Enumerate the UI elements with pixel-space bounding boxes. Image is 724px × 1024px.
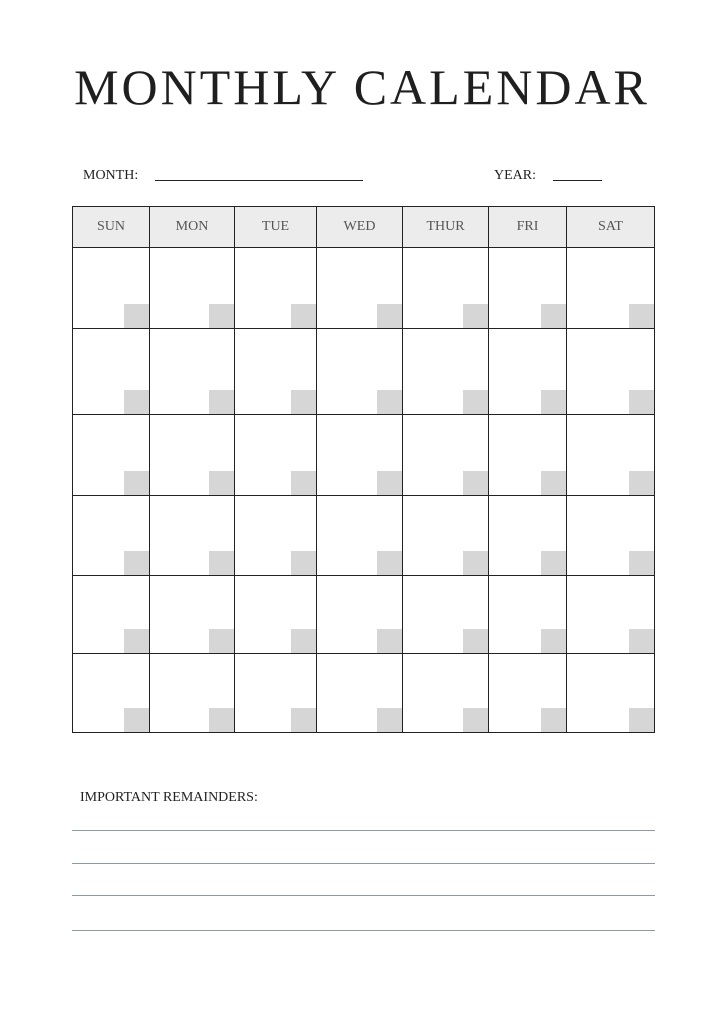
day-cell[interactable] <box>150 248 235 329</box>
date-number-box[interactable] <box>291 708 316 732</box>
day-cell[interactable] <box>403 329 489 415</box>
day-cell[interactable] <box>489 576 567 654</box>
weekday-header-tue: TUE <box>235 207 317 248</box>
page-title: MONTHLY CALENDAR <box>74 59 650 115</box>
day-cell[interactable] <box>317 329 403 415</box>
weekday-header-wed: WED <box>317 207 403 248</box>
reminder-line[interactable] <box>72 863 655 864</box>
weekday-header-fri: FRI <box>489 207 567 248</box>
date-number-box[interactable] <box>629 390 654 414</box>
date-number-box[interactable] <box>209 304 234 328</box>
day-cell[interactable] <box>73 415 150 496</box>
day-cell[interactable] <box>235 248 317 329</box>
month-field[interactable] <box>155 180 363 181</box>
date-number-box[interactable] <box>629 708 654 732</box>
date-number-box[interactable] <box>629 551 654 575</box>
day-cell[interactable] <box>150 329 235 415</box>
day-cell[interactable] <box>489 654 567 732</box>
day-cell[interactable] <box>317 576 403 654</box>
day-cell[interactable] <box>150 654 235 732</box>
date-number-box[interactable] <box>377 708 402 732</box>
date-number-box[interactable] <box>463 708 488 732</box>
date-number-box[interactable] <box>629 304 654 328</box>
day-cell[interactable] <box>403 415 489 496</box>
date-number-box[interactable] <box>377 304 402 328</box>
year-label: YEAR: <box>494 168 536 183</box>
date-number-box[interactable] <box>124 629 149 653</box>
day-cell[interactable] <box>150 576 235 654</box>
day-cell[interactable] <box>567 329 654 415</box>
date-number-box[interactable] <box>541 390 566 414</box>
date-number-box[interactable] <box>291 629 316 653</box>
date-number-box[interactable] <box>291 551 316 575</box>
day-cell[interactable] <box>73 329 150 415</box>
date-number-box[interactable] <box>124 708 149 732</box>
day-cell[interactable] <box>235 496 317 576</box>
day-cell[interactable] <box>73 248 150 329</box>
date-number-box[interactable] <box>463 304 488 328</box>
day-cell[interactable] <box>73 576 150 654</box>
weekday-header-mon: MON <box>150 207 235 248</box>
date-number-box[interactable] <box>463 629 488 653</box>
date-number-box[interactable] <box>541 304 566 328</box>
day-cell[interactable] <box>489 415 567 496</box>
date-number-box[interactable] <box>209 629 234 653</box>
date-number-box[interactable] <box>209 551 234 575</box>
date-number-box[interactable] <box>377 551 402 575</box>
day-cell[interactable] <box>235 415 317 496</box>
weekday-header-sun: SUN <box>73 207 150 248</box>
day-cell[interactable] <box>403 576 489 654</box>
date-number-box[interactable] <box>541 551 566 575</box>
date-number-box[interactable] <box>291 471 316 495</box>
day-cell[interactable] <box>567 496 654 576</box>
day-cell[interactable] <box>567 248 654 329</box>
reminder-line[interactable] <box>72 830 655 831</box>
date-number-box[interactable] <box>209 471 234 495</box>
month-label: MONTH: <box>83 168 139 183</box>
weekday-header-thur: THUR <box>403 207 489 248</box>
date-number-box[interactable] <box>209 390 234 414</box>
date-number-box[interactable] <box>541 708 566 732</box>
date-number-box[interactable] <box>124 304 149 328</box>
date-number-box[interactable] <box>124 551 149 575</box>
day-cell[interactable] <box>235 576 317 654</box>
date-number-box[interactable] <box>463 551 488 575</box>
date-number-box[interactable] <box>463 390 488 414</box>
date-number-box[interactable] <box>124 471 149 495</box>
date-number-box[interactable] <box>209 708 234 732</box>
date-number-box[interactable] <box>377 629 402 653</box>
day-cell[interactable] <box>489 248 567 329</box>
day-cell[interactable] <box>73 654 150 732</box>
day-cell[interactable] <box>317 415 403 496</box>
calendar-grid <box>72 206 655 733</box>
date-number-box[interactable] <box>377 471 402 495</box>
year-field[interactable] <box>553 180 602 181</box>
day-cell[interactable] <box>567 415 654 496</box>
day-cell[interactable] <box>73 496 150 576</box>
day-cell[interactable] <box>150 496 235 576</box>
day-cell[interactable] <box>567 654 654 732</box>
date-number-box[interactable] <box>463 471 488 495</box>
reminder-line[interactable] <box>72 930 655 931</box>
day-cell[interactable] <box>489 496 567 576</box>
day-cell[interactable] <box>235 654 317 732</box>
day-cell[interactable] <box>317 654 403 732</box>
date-number-box[interactable] <box>377 390 402 414</box>
reminders-label: IMPORTANT REMAINDERS: <box>80 790 258 805</box>
day-cell[interactable] <box>150 415 235 496</box>
date-number-box[interactable] <box>629 471 654 495</box>
weekday-header-sat: SAT <box>567 207 654 248</box>
day-cell[interactable] <box>403 496 489 576</box>
date-number-box[interactable] <box>541 471 566 495</box>
day-cell[interactable] <box>317 248 403 329</box>
reminder-line[interactable] <box>72 895 655 896</box>
day-cell[interactable] <box>403 248 489 329</box>
day-cell[interactable] <box>403 654 489 732</box>
date-number-box[interactable] <box>291 390 316 414</box>
date-number-box[interactable] <box>541 629 566 653</box>
date-number-box[interactable] <box>629 629 654 653</box>
day-cell[interactable] <box>317 496 403 576</box>
day-cell[interactable] <box>235 329 317 415</box>
date-number-box[interactable] <box>291 304 316 328</box>
date-number-box[interactable] <box>124 390 149 414</box>
day-cell[interactable] <box>567 576 654 654</box>
day-cell[interactable] <box>489 329 567 415</box>
